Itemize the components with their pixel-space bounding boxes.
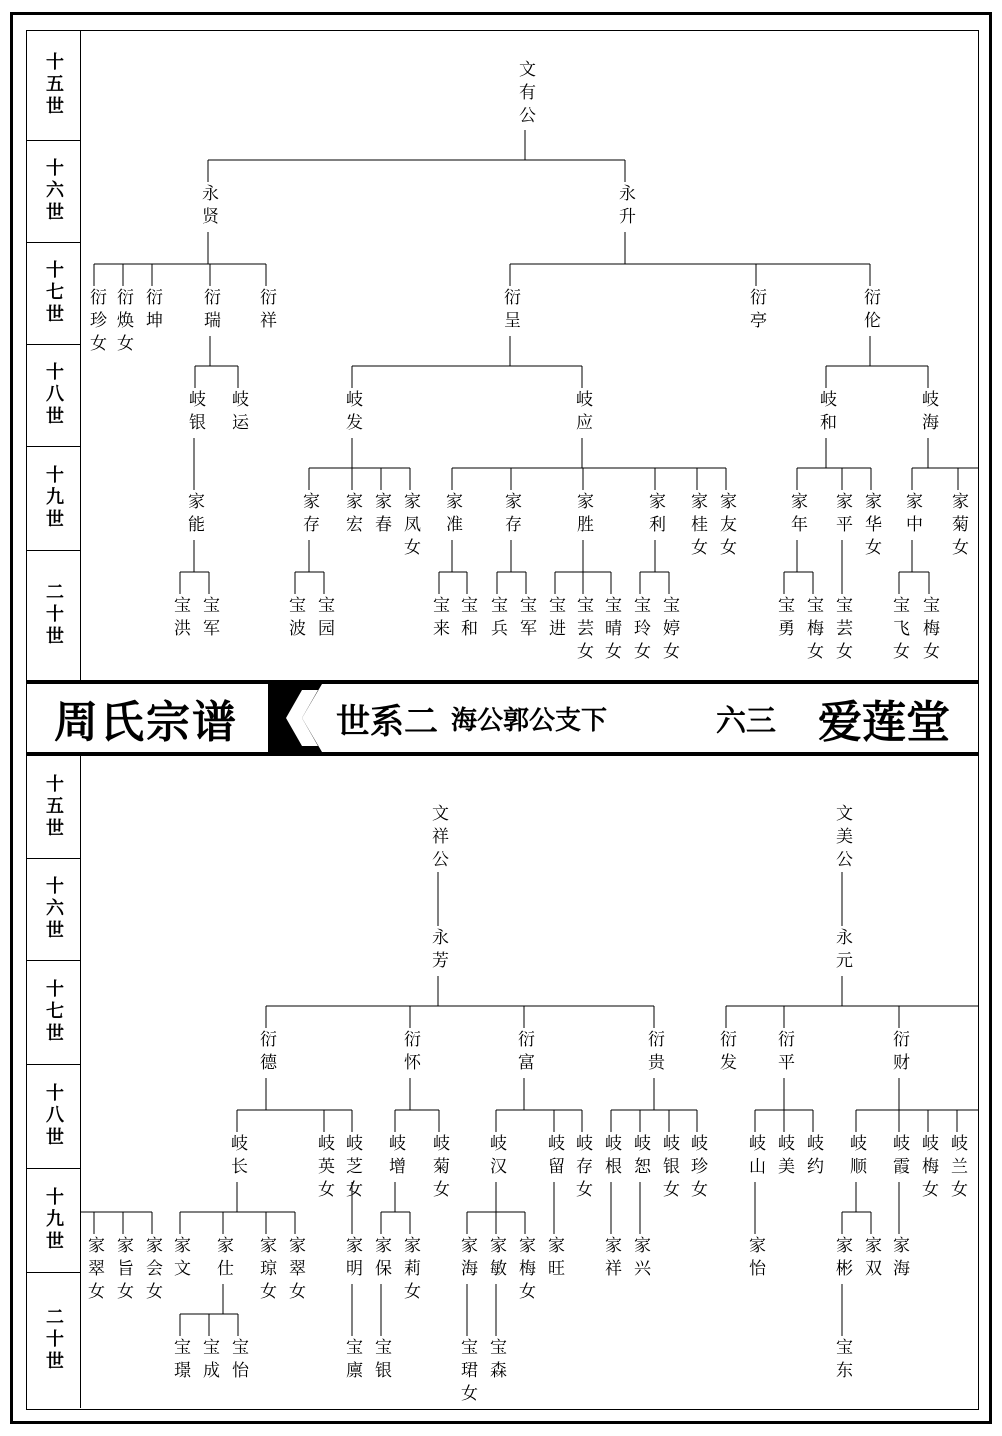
person-name: 家旨女 bbox=[113, 1236, 133, 1305]
person-name: 家彬 bbox=[832, 1236, 852, 1282]
person-name: 文祥公 bbox=[428, 804, 448, 873]
person-name: 家存 bbox=[299, 492, 319, 538]
person-name: 衍亭 bbox=[746, 288, 766, 334]
person-name: 家会女 bbox=[142, 1236, 162, 1305]
person-name: 衍焕女 bbox=[113, 288, 133, 357]
person-name: 宝东 bbox=[832, 1338, 852, 1384]
person-name: 岐美 bbox=[774, 1134, 794, 1180]
generation-label: 十五世 bbox=[43, 52, 64, 118]
person-name: 岐根 bbox=[601, 1134, 621, 1180]
person-name: 家怡 bbox=[745, 1236, 765, 1282]
person-name: 家琼女 bbox=[256, 1236, 276, 1305]
genealogy-title: 周氏宗谱 bbox=[54, 697, 238, 748]
generation-label: 二十世 bbox=[43, 1307, 64, 1373]
person-name: 宝玲女 bbox=[630, 596, 650, 665]
person-name: 宝婷女 bbox=[659, 596, 679, 665]
person-name: 家凤女 bbox=[400, 492, 420, 561]
person-name: 家胜 bbox=[573, 492, 593, 538]
person-name: 岐海 bbox=[918, 390, 938, 436]
person-name: 岐银 bbox=[185, 390, 205, 436]
person-name: 家双 bbox=[861, 1236, 881, 1282]
person-name: 岐兰女 bbox=[947, 1134, 967, 1203]
person-name: 宝波 bbox=[285, 596, 305, 642]
person-name: 岐菊女 bbox=[429, 1134, 449, 1203]
person-name: 宝芸女 bbox=[832, 596, 852, 665]
person-name: 家桂女 bbox=[687, 492, 707, 561]
branch-label: 海公郭公支下 bbox=[451, 705, 608, 736]
person-name: 宝成 bbox=[199, 1338, 219, 1384]
section-label: 世系二 bbox=[336, 701, 438, 742]
person-name: 衍怀 bbox=[400, 1030, 420, 1076]
person-name: 宝勇 bbox=[774, 596, 794, 642]
person-name: 衍呈 bbox=[500, 288, 520, 334]
person-name: 岐芝女 bbox=[342, 1134, 362, 1203]
person-name: 永元 bbox=[832, 928, 852, 974]
person-name: 衍德 bbox=[256, 1030, 276, 1076]
person-name: 岐存女 bbox=[572, 1134, 592, 1203]
generation-label: 十九世 bbox=[43, 1187, 64, 1253]
person-name: 家准 bbox=[442, 492, 462, 538]
person-name: 家年 bbox=[787, 492, 807, 538]
person-name: 家祥 bbox=[601, 1236, 621, 1282]
person-name: 衍发 bbox=[716, 1030, 736, 1076]
person-name: 岐增 bbox=[385, 1134, 405, 1180]
person-name: 家春 bbox=[371, 492, 391, 538]
person-name: 岐恕 bbox=[630, 1134, 650, 1180]
person-name: 家仕 bbox=[213, 1236, 233, 1282]
person-name: 家翠女 bbox=[84, 1236, 104, 1305]
person-name: 衍贵 bbox=[644, 1030, 664, 1076]
person-name: 宝军 bbox=[516, 596, 536, 642]
person-name: 宝森 bbox=[486, 1338, 506, 1384]
person-name: 家海 bbox=[457, 1236, 477, 1282]
person-name: 家存 bbox=[501, 492, 521, 538]
person-name: 家宏 bbox=[342, 492, 362, 538]
person-name: 衍祥 bbox=[256, 288, 276, 334]
person-name: 宝洪 bbox=[170, 596, 190, 642]
person-name: 岐霞 bbox=[889, 1134, 909, 1180]
hall-name: 爱莲堂 bbox=[818, 697, 950, 748]
person-name: 宝进 bbox=[545, 596, 565, 642]
person-name: 宝飞女 bbox=[889, 596, 909, 665]
person-name: 宝璟 bbox=[170, 1338, 190, 1384]
person-name: 家翠女 bbox=[285, 1236, 305, 1305]
person-name: 衍平 bbox=[774, 1030, 794, 1076]
generation-label: 二十世 bbox=[43, 582, 64, 648]
person-name: 宝梅女 bbox=[803, 596, 823, 665]
person-name: 家梅女 bbox=[515, 1236, 535, 1305]
person-name: 家利 bbox=[645, 492, 665, 538]
person-name: 宝军 bbox=[199, 596, 219, 642]
person-name: 家友女 bbox=[716, 492, 736, 561]
person-name: 岐珍女 bbox=[687, 1134, 707, 1203]
person-name: 岐和 bbox=[816, 390, 836, 436]
person-name: 岐应 bbox=[572, 390, 592, 436]
person-name: 宝和 bbox=[457, 596, 477, 642]
person-name: 宝晴女 bbox=[601, 596, 621, 665]
generation-label: 十五世 bbox=[43, 774, 64, 840]
person-name: 岐汉 bbox=[486, 1134, 506, 1180]
person-name: 岐山 bbox=[745, 1134, 765, 1180]
person-name: 家敏 bbox=[486, 1236, 506, 1282]
person-name: 宝兵 bbox=[487, 596, 507, 642]
person-name: 永升 bbox=[615, 184, 635, 230]
person-name: 岐顺 bbox=[846, 1134, 866, 1180]
person-name: 家中 bbox=[902, 492, 922, 538]
person-name: 岐发 bbox=[342, 390, 362, 436]
generation-label: 十八世 bbox=[43, 362, 64, 428]
person-name: 永贤 bbox=[198, 184, 218, 230]
person-name: 家莉女 bbox=[400, 1236, 420, 1305]
person-name: 衍坤 bbox=[142, 288, 162, 334]
person-name: 宝芸女 bbox=[573, 596, 593, 665]
person-name: 家明 bbox=[342, 1236, 362, 1282]
person-name: 宝怡 bbox=[228, 1338, 248, 1384]
person-name: 岐约 bbox=[803, 1134, 823, 1180]
person-name: 岐运 bbox=[228, 390, 248, 436]
person-name: 衍富 bbox=[514, 1030, 534, 1076]
generation-label: 十六世 bbox=[43, 876, 64, 942]
person-name: 家旺 bbox=[544, 1236, 564, 1282]
person-name: 家海 bbox=[889, 1236, 909, 1282]
person-name: 岐梅女 bbox=[918, 1134, 938, 1203]
person-name: 家保 bbox=[371, 1236, 391, 1282]
person-name: 宝梅女 bbox=[919, 596, 939, 665]
person-name: 宝珺女 bbox=[457, 1338, 477, 1407]
person-name: 家华女 bbox=[861, 492, 881, 561]
person-name: 衍财 bbox=[889, 1030, 909, 1076]
person-name: 家兴 bbox=[630, 1236, 650, 1282]
person-name: 衍瑞 bbox=[200, 288, 220, 334]
generation-label: 十九世 bbox=[43, 465, 64, 531]
person-name: 岐长 bbox=[227, 1134, 247, 1180]
person-name: 宝银 bbox=[371, 1338, 391, 1384]
person-name: 文美公 bbox=[832, 804, 852, 873]
page-number: 六三 bbox=[716, 704, 776, 739]
person-name: 岐留 bbox=[544, 1134, 564, 1180]
generation-label: 十八世 bbox=[43, 1083, 64, 1149]
person-name: 家文 bbox=[170, 1236, 190, 1282]
person-name: 岐银女 bbox=[659, 1134, 679, 1203]
person-name: 家能 bbox=[184, 492, 204, 538]
person-name: 衍珍女 bbox=[86, 288, 106, 357]
person-name: 宝园 bbox=[314, 596, 334, 642]
generation-label: 十七世 bbox=[43, 979, 64, 1045]
person-name: 文有公 bbox=[515, 60, 535, 129]
person-name: 家平 bbox=[832, 492, 852, 538]
person-name: 岐英女 bbox=[314, 1134, 334, 1203]
person-name: 宝来 bbox=[429, 596, 449, 642]
generation-label: 十七世 bbox=[43, 260, 64, 326]
person-name: 衍伦 bbox=[860, 288, 880, 334]
person-name: 家菊女 bbox=[948, 492, 968, 561]
generation-label: 十六世 bbox=[43, 158, 64, 224]
person-name: 宝廪 bbox=[342, 1338, 362, 1384]
person-name: 永芳 bbox=[428, 928, 448, 974]
